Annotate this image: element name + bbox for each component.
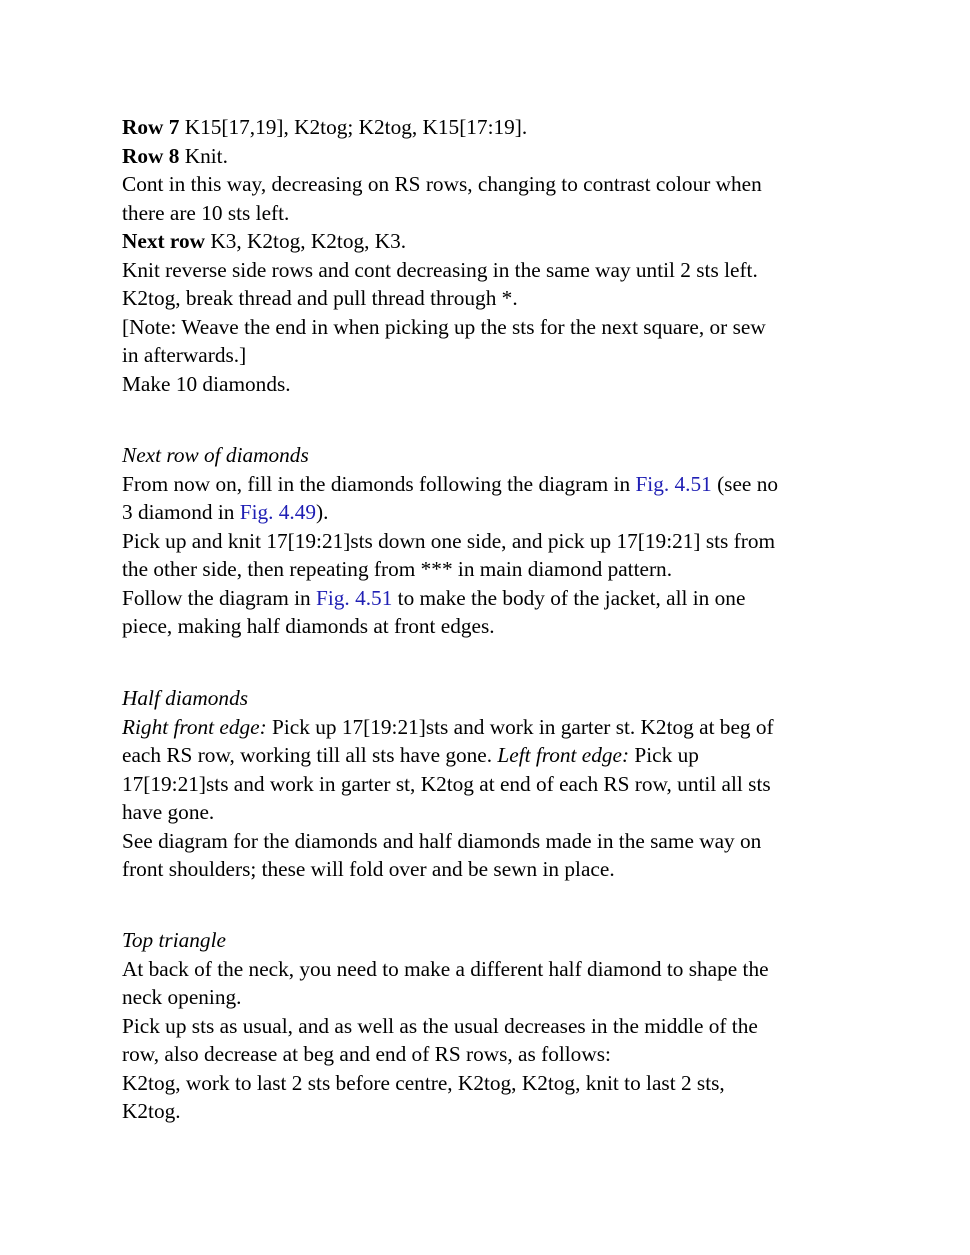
break-thread-line: K2tog, break thread and pull thread through *. — [122, 286, 518, 310]
next-row-instruction — [122, 227, 852, 256]
knit-reverse-line: Knit reverse side rows and cont decreasing in the same way until 2 sts left. — [122, 257, 758, 282]
top-triangle-section — [122, 926, 852, 1126]
section-heading-half-diamonds: Half diamonds — [122, 686, 249, 710]
note-line-1: [Note: Weave the end in when picking up the sts for the next square, or sew — [122, 314, 766, 339]
decrease-line-2: K2tog. — [122, 1099, 181, 1123]
next-row-label: Next row — [122, 229, 205, 253]
fig-4-49-link[interactable]: Fig. 4.49 — [239, 500, 317, 524]
left-front-edge-label: Left front edge: — [497, 743, 630, 767]
row-7-text: K15[17,19], K2tog; K2tog, K15[17:19]. — [179, 115, 528, 139]
right-front-edge-line-1: Right front edge: Pick up 17[19:21]sts and work in garter st. K2tog at beg of — [122, 714, 774, 739]
rows-section — [122, 113, 852, 398]
continue-line-2: there are 10 sts left. — [122, 200, 290, 225]
back-neck-line-2: neck opening. — [122, 985, 242, 1009]
pick-up-sts-line-2: row, also decrease at beg and end of RS rows, as follows: — [122, 1042, 611, 1066]
right-front-edge-label: Right front edge: — [122, 714, 267, 739]
fill-diamonds-line-1: From now on, fill in the diamonds following the diagram in Fig. 4.51 (see no — [122, 471, 778, 496]
half-diamonds-section — [122, 684, 852, 884]
decrease-line-1: K2tog, work to last 2 sts before centre, K2tog, K2tog, knit to last 2 sts, — [122, 1070, 725, 1095]
pick-up-line-2: the other side, then repeating from *** in main diamond pattern. — [122, 557, 673, 581]
row-8-instruction — [122, 142, 852, 171]
continue-line-1: Cont in this way, decreasing on RS rows, changing to contrast colour when — [122, 172, 762, 196]
row-8-label: Row 8 — [122, 143, 180, 168]
make-diamonds-line: Make 10 diamonds. — [122, 371, 291, 396]
next-row-text: K3, K2tog, K2tog, K3. — [205, 229, 407, 253]
row-7-label: Row 7 — [122, 115, 180, 139]
pick-up-line-1: Pick up and knit 17[19:21]sts down one side, and pick up 17[19:21] sts from — [122, 528, 776, 553]
left-front-edge-line-1: 17[19:21]sts and work in garter st, K2tog at end of each RS row, until all sts — [122, 771, 771, 796]
follow-diagram-line-1: Follow the diagram in Fig. 4.51 to make the body of the jacket, all in one — [122, 585, 746, 610]
back-neck-line-1: At back of the neck, you need to make a different half diamond to shape the — [122, 956, 769, 981]
row-8-text: Knit. — [179, 143, 228, 168]
pick-up-sts-line-1: Pick up sts as usual, and as well as the usual decreases in the middle of the — [122, 1013, 758, 1038]
right-front-edge-line-2: each RS row, working till all sts have gone. Left front edge: Pick up — [122, 743, 699, 767]
note-line-2: in afterwards.] — [122, 343, 247, 367]
see-diagram-line-2: front shoulders; these will fold over and be sewn in place. — [122, 857, 615, 881]
fill-diamonds-line-2: 3 diamond in Fig. 4.49). — [122, 500, 329, 524]
section-heading-next-row: Next row of diamonds — [122, 443, 309, 467]
next-row-section — [122, 441, 852, 641]
fig-4-51-link[interactable]: Fig. 4.51 — [635, 471, 712, 496]
fig-4-51-link[interactable]: Fig. 4.51 — [316, 585, 393, 610]
row-7-instruction — [122, 113, 852, 142]
section-heading-top-triangle: Top triangle — [122, 928, 226, 952]
see-diagram-line-1: See diagram for the diamonds and half diamonds made in the same way on — [122, 828, 762, 853]
follow-diagram-line-2: piece, making half diamonds at front edges. — [122, 614, 495, 638]
left-front-edge-line-2: have gone. — [122, 800, 215, 824]
